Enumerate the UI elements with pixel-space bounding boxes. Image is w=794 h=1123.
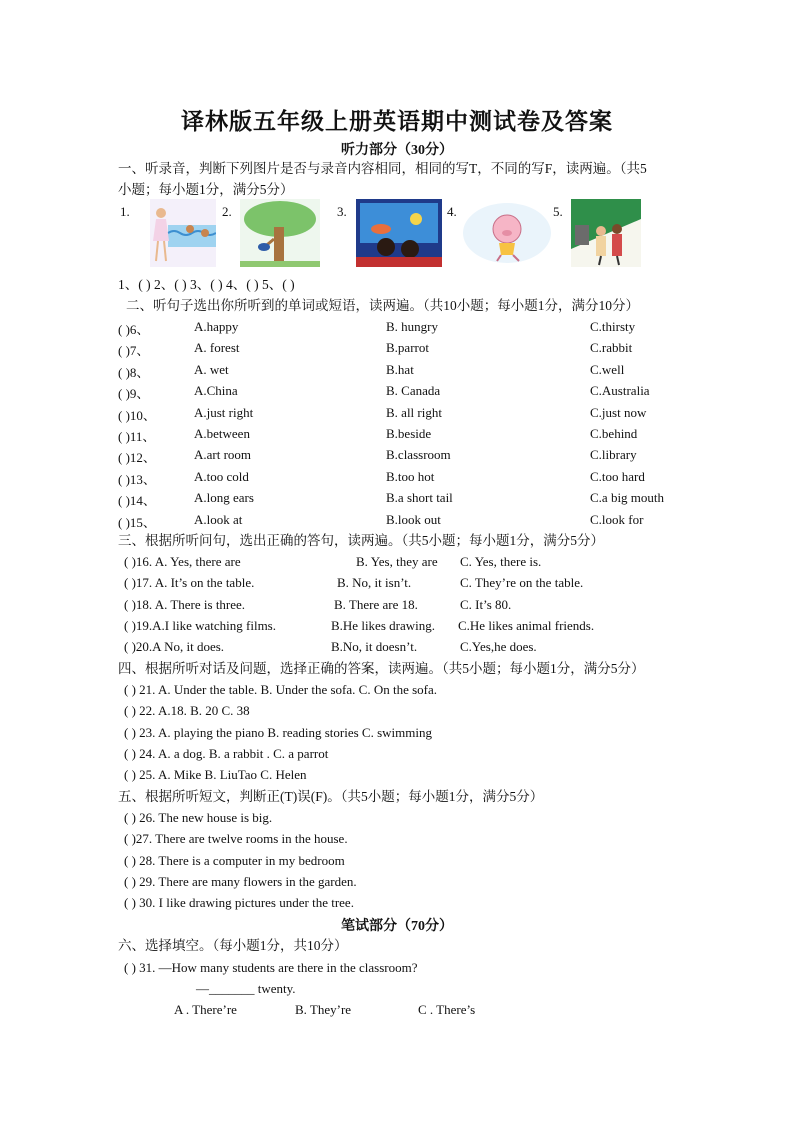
sec2-option-b: B.look out [386,511,441,527]
sec5-question: ( )27. There are twelve rooms in the house. [124,831,348,847]
sec3-option-b: B. No, it isn’t. [337,575,412,591]
sec2-question-number: ( )14、 [118,493,156,509]
sec4-question: ( ) 21. A. Under the table. B. Under the sofa. C. On the sofa. [124,682,438,697]
sec2-option-c: C.rabbit [590,340,633,356]
sec2-option-b: B. hungry [386,319,438,334]
flying-pig-picture [461,199,553,267]
sec3-option-b: B.No, it doesn’t. [331,639,418,655]
sec2-question-number: ( )9、 [118,386,150,402]
sec4-instruction: 四、根据所听对话及问题，选择正确的答案，读两遍。（共5小题；每小题1分，满分5分） [118,661,645,676]
sec2-question-number: ( )6、 [118,322,150,337]
sec5-question: ( ) 30. I like drawing pictures under the tree. [124,895,354,911]
sec2-option-c: C.just now [590,404,647,420]
sec3-option-b: B. Yes, they are [356,554,438,569]
sec4-question: ( ) 22. A.18. B. 20 C. 38 [124,703,250,719]
sec2-option-c: C.too hard [590,468,645,484]
sec2-instruction: 二、听句子选出你所听到的单词或短语，读两遍。（共10小题；每小题1分，满分10分） [126,298,639,313]
sec5-question: ( ) 28. There is a computer in my bedroom [124,852,345,868]
sec4-question: ( ) 23. A. playing the piano B. reading stories C. swimming [124,724,432,740]
sec2-question-number: ( )7、 [118,343,150,359]
sec2-option-a: A.long ears [194,490,254,506]
sec3-option-c: C.Yes,he does. [460,639,537,655]
sec3-option-b: B. There are 18. [334,596,418,612]
sec2-option-b: B.a short tail [386,490,453,506]
sec2-question-number: ( )8、 [118,364,150,380]
sec3-question-option-a: ( )20.A No, it does. [124,639,225,655]
pic-number-5: 5. [553,204,563,219]
sec2-question-number: ( )11、 [118,429,156,444]
writing-section-header: 笔试部分（70分） [341,919,453,934]
people-shopping-picture [571,199,641,267]
sec2-option-c: C.behind [590,426,638,441]
sec1-instruction-cont: 小题；每小题1分，满分5分） [118,182,294,197]
sec2-option-a: A.look at [194,511,243,527]
sec2-option-a: A.art room [194,447,252,463]
sec1-instruction: 一、听录音，判断下列图片是否与录音内容相同，相同的写T，不同的写F，读两遍。（共5 [118,161,647,176]
sec4-question: ( ) 25. A. Mike B. LiuTao C. Helen [124,767,307,783]
sec3-question-option-a: ( )16. A. Yes, there are [124,554,241,569]
sec2-option-b: B.parrot [386,340,429,356]
swimming-kids-picture [150,199,216,267]
sec2-option-b: B.hat [386,361,414,377]
bird-in-tree-picture [240,199,320,267]
sec2-option-c: C.a big mouth [590,490,665,506]
page-title: 译林版五年级上册英语期中测试卷及答案 [181,109,613,134]
sec2-option-c: C.well [590,361,625,377]
sec4-question: ( ) 24. A. a dog. B. a rabbit . C. a parrot [124,745,329,761]
sec2-option-a: A. wet [194,361,229,377]
sec3-question-option-a: ( )18. A. There is three. [124,596,246,612]
sec2-option-c: C.look for [590,511,644,527]
sec2-option-b: B.too hot [386,468,435,484]
question-31: ( ) 31. —How many students are there in the classroom? [124,960,418,975]
sec2-option-a: A. forest [194,340,240,356]
sec2-option-a: A.between [194,426,250,441]
sec3-option-c: C. Yes, there is. [460,554,542,569]
sec2-option-a: A.too cold [194,468,249,484]
q31-option-b: B. They’re [295,1002,352,1017]
sec3-instruction: 三、根据所听问句，选出正确的答句，读两遍。（共5小题；每小题1分，满分5分） [118,533,604,548]
sec2-option-b: B.classroom [386,447,451,463]
sec3-option-c: C. They’re on the table. [460,575,584,591]
sec3-option-c: C. It’s 80. [460,596,512,612]
sec3-option-c: C.He likes animal friends. [458,617,595,633]
sec5-question: ( ) 26. The new house is big. [124,810,273,825]
sec2-question-number: ( )12、 [118,450,156,466]
sec5-question: ( ) 29. There are many flowers in the garden. [124,873,357,889]
sec2-question-number: ( )15、 [118,514,156,530]
sec1-answer-line: 1、( ) 2、( ) 3、( ) 4、( ) 5、( ) [118,277,295,292]
sec2-option-b: B. all right [386,404,442,420]
question-31-blank: —_______ twenty. [196,981,296,996]
listening-section-header: 听力部分（30分） [341,143,453,158]
sec3-question-option-a: ( )19.A.I like watching films. [124,617,276,633]
q31-option-c: C . There’s [418,1002,476,1017]
sec5-instruction: 五、根据所听短文，判断正(T)误(F)。（共5小题；每小题1分，满分5分） [118,789,544,804]
sec2-option-c: C.library [590,447,637,463]
sec2-question-number: ( )10、 [118,407,156,423]
pic-number-3: 3. [337,204,347,219]
sec2-option-c: C.thirsty [590,319,636,334]
sec2-option-a: A.happy [194,319,239,334]
sec3-option-b: B.He likes drawing. [331,617,435,633]
sec2-option-c: C.Australia [590,383,650,399]
sec2-option-b: B.beside [386,426,432,441]
pic-number-4: 4. [447,204,457,219]
q31-option-a: A . There’re [174,1002,237,1017]
sec2-option-b: B. Canada [386,383,441,399]
sec6-instruction: 六、选择填空。（每小题1分，共10分） [118,938,348,953]
pic-number-1: 1. [120,204,130,219]
sec2-option-a: A.just right [194,404,254,420]
pic-number-2: 2. [222,204,232,219]
kids-watching-screen-picture [356,199,442,267]
sec2-question-number: ( )13、 [118,471,156,487]
sec2-option-a: A.China [194,383,238,399]
sec3-question-option-a: ( )17. A. It’s on the table. [124,575,255,591]
